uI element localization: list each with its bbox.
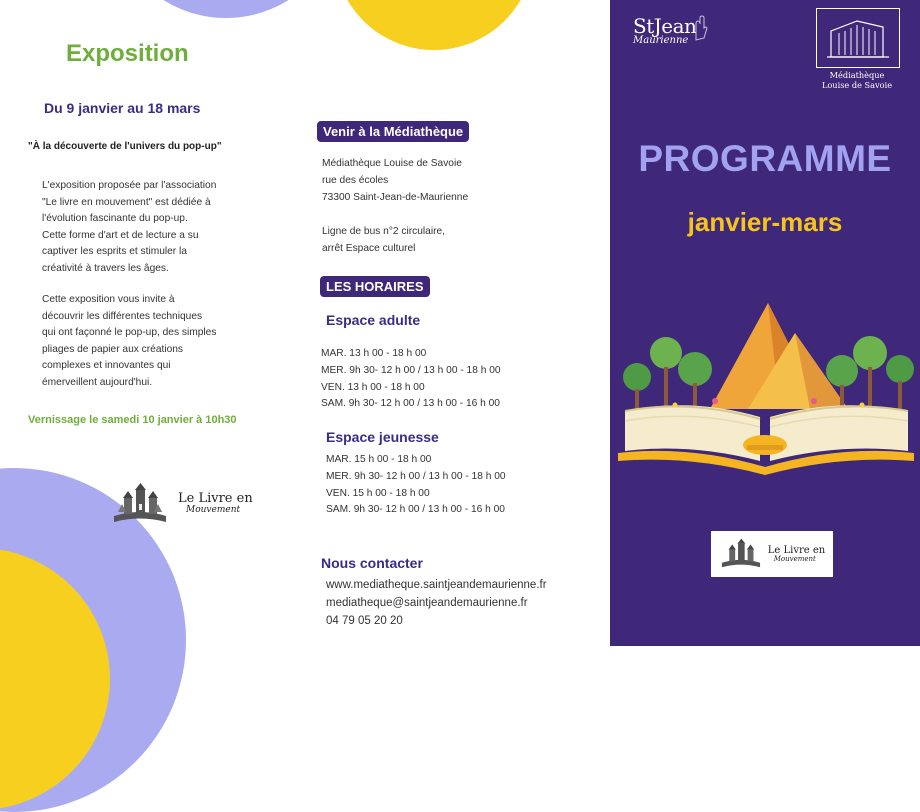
- partner-logo-cover-line2: Mouvement: [773, 554, 816, 563]
- adult-hours: [321, 346, 501, 413]
- exhibition-subtitle: "À la découverte de l'univers du pop-up": [28, 141, 222, 152]
- paragraph-line: émerveillent aujourd'hui.: [42, 376, 153, 388]
- partner-logo-cover-line1: Le Livre en: [767, 544, 826, 556]
- partner-logo-line2: Mouvement: [186, 505, 241, 516]
- exhibition-title: Exposition: [66, 40, 189, 67]
- hours-line: VEN. 13 h 00 - 18 h 00: [321, 381, 425, 393]
- contact-phone[interactable]: 04 79 05 20 20: [326, 615, 403, 627]
- paragraph-line: complexes et innovantes qui: [42, 360, 171, 371]
- library-name-line1: Médiathèque: [829, 70, 885, 80]
- paragraph-line: l'évolution fascinante du pop-up.: [42, 213, 188, 224]
- hours-line: SAM. 9h 30- 12 h 00 / 13 h 00 - 16 h 00: [326, 504, 505, 516]
- exhibition-panel: [0, 0, 300, 646]
- partner-logo-cover: [711, 531, 833, 577]
- paragraph-line: pliages de papier aux créations: [42, 343, 184, 355]
- hours-line: MAR. 13 h 00 - 18 h 00: [321, 348, 427, 359]
- exhibition-paragraph-2: [42, 292, 267, 391]
- youth-space-title: Espace jeunesse: [326, 429, 439, 445]
- castle-book-icon: [719, 537, 763, 571]
- library-name: [806, 70, 908, 90]
- partner-logo-text: [178, 492, 253, 516]
- library-building-icon: [817, 9, 899, 67]
- hours-line: MER. 9h 30- 12 h 00 / 13 h 00 - 18 h 00: [326, 470, 506, 482]
- exhibition-dates: Du 9 janvier au 18 mars: [44, 100, 201, 116]
- paragraph-line: découvrir les différentes techniques: [42, 310, 203, 322]
- programme-title: PROGRAMME: [638, 138, 892, 179]
- town-logo: [633, 14, 696, 46]
- library-logo-box: [816, 8, 900, 68]
- adult-space-title: Espace adulte: [326, 312, 421, 328]
- hours-line: MAR. 15 h 00 - 18 h 00: [326, 454, 432, 465]
- castle-book-icon: [110, 482, 170, 526]
- bus-line: Ligne de bus n°2 circulaire,: [322, 226, 446, 237]
- address-line: rue des écoles: [322, 174, 389, 186]
- hours-line: MER. 9h 30- 12 h 00 / 13 h 00 - 18 h 00: [321, 364, 501, 376]
- contact-heading: Nous contacter: [321, 555, 423, 571]
- hours-line: VEN. 15 h 00 - 18 h 00: [326, 487, 430, 499]
- paragraph-line: "Le livre en mouvement" est dédiée à: [42, 196, 211, 208]
- exhibition-paragraph-1: [42, 178, 267, 277]
- hours-heading: LES HORAIRES: [320, 276, 430, 297]
- address-line: 73300 Saint-Jean-de-Maurienne: [322, 191, 469, 203]
- address-line: Médiathèque Louise de Savoie: [322, 158, 462, 169]
- paragraph-line: qui ont façonné le pop-up, des simples: [42, 327, 217, 338]
- bus-info: [322, 224, 445, 258]
- paragraph-line: Cette exposition vous invite à: [42, 294, 175, 305]
- paragraph-line: Cette forme d'art et de lecture a su: [42, 229, 199, 241]
- visit-heading: Venir à la Médiathèque: [317, 121, 469, 142]
- youth-hours: [326, 452, 506, 519]
- paragraph-line: créativité à travers les âges.: [42, 262, 169, 274]
- vernissage-notice: Vernissage le samedi 10 janvier à 10h30: [28, 414, 237, 426]
- paragraph-line: L'exposition proposée par l'association: [42, 180, 217, 191]
- contact-website[interactable]: www.mediatheque.saintjeandemaurienne.fr: [326, 579, 547, 591]
- popup-book-illustration: [610, 285, 920, 485]
- town-logo-line1: StJean: [633, 14, 697, 38]
- library-address: [322, 156, 468, 206]
- programme-period: janvier-mars: [687, 207, 843, 237]
- partner-logo-line1: Le Livre en: [178, 490, 253, 506]
- hand-icon: [691, 14, 709, 42]
- cover-panel: [610, 0, 920, 646]
- town-logo-line2: Maurienne: [633, 35, 689, 46]
- contact-details: [326, 576, 547, 630]
- contact-email[interactable]: mediatheque@saintjeandemaurienne.fr: [326, 597, 528, 609]
- paragraph-line: captiver les esprits et stimuler la: [42, 246, 187, 257]
- info-panel: [300, 0, 610, 646]
- hours-line: SAM. 9h 30- 12 h 00 / 13 h 00 - 16 h 00: [321, 398, 500, 410]
- library-name-line2: Louise de Savoie: [821, 80, 893, 90]
- bus-line: arrêt Espace culturel: [322, 242, 416, 254]
- partner-logo-cover-text: [768, 545, 825, 564]
- partner-logo: [110, 482, 253, 526]
